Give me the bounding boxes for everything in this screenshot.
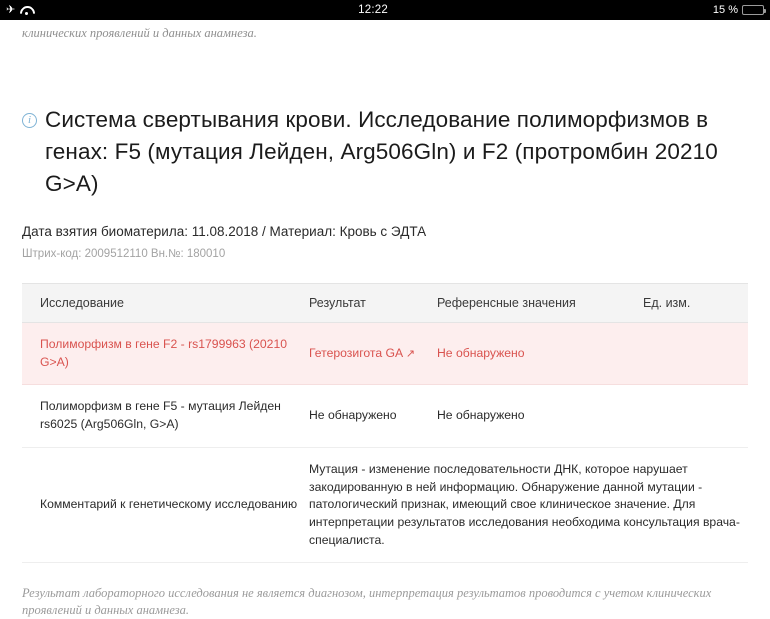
battery-icon: [742, 5, 764, 15]
page-top-footnote: клинических проявлений и данных анамнеза.: [22, 26, 257, 40]
result-value: Гетерозигота GA: [309, 345, 403, 360]
status-bar: [0, 0, 770, 20]
title-block: [22, 104, 748, 200]
cell-test-name: Комментарий к генетическому исследованию: [22, 447, 309, 562]
results-table-body: [22, 323, 748, 563]
cell-unit: [643, 385, 748, 447]
column-header-result: Результат: [309, 284, 437, 323]
cell-reference: Не обнаружено: [437, 323, 643, 385]
status-bar-clock: 12:22: [358, 4, 388, 16]
info-icon[interactable]: i: [22, 113, 37, 128]
status-bar-right: [713, 4, 764, 16]
page-title: Система свертывания крови. Исследование полиморфизмов в генах: F5 (мутация Лейден, Arg506Gln) и F2 (протромбин 20210 G>A): [45, 107, 718, 197]
column-header-reference: Референсные значения: [437, 284, 643, 323]
cell-result: [309, 323, 437, 385]
results-table-head: [22, 284, 748, 323]
cell-reference: Не обнаружено: [437, 385, 643, 447]
cell-test-name: Полиморфизм в гене F2 - rs1799963 (20210 G>A): [22, 323, 309, 385]
column-header-unit: Ед. изм.: [643, 284, 748, 323]
airplane-mode-icon: ✈: [6, 3, 16, 16]
status-bar-left: [6, 5, 33, 16]
arrow-up-icon: ↗: [405, 347, 416, 360]
table-row: [22, 385, 748, 447]
sample-meta: Дата взятия биоматерила: 11.08.2018 / Материал: Кровь с ЭДТА: [22, 224, 427, 240]
results-table: [22, 283, 748, 563]
table-row: [22, 447, 748, 562]
barcode-meta: Штрих-код: 2009512110 Вн.№: 180010: [22, 248, 226, 261]
table-header-row: [22, 284, 748, 323]
cell-unit: [643, 323, 748, 385]
table-row: [22, 323, 748, 385]
page-bottom-footnote: Результат лабораторного исследования не является диагнозом, интерпретация результатов проводится с учетом клинических проявлений и данных анамнеза.: [22, 586, 712, 618]
cell-result: Не обнаружено: [309, 385, 437, 447]
cell-comment: Мутация - изменение последовательности ДНК, которое нарушает закодированную в ней информацию. Обнаружение данной мутации - патологический признак, имеющий свое клиническое значение. Для интерпретации результатов исследования необходима консультация врача-специалиста.: [309, 447, 748, 562]
column-header-test: Исследование: [22, 284, 309, 323]
cell-test-name: Полиморфизм в гене F5 - мутация Лейден rs6025 (Arg506Gln, G>A): [22, 385, 309, 447]
battery-percent-label: 15 %: [712, 4, 738, 16]
wifi-icon: [20, 5, 33, 15]
report-page: [0, 20, 770, 618]
